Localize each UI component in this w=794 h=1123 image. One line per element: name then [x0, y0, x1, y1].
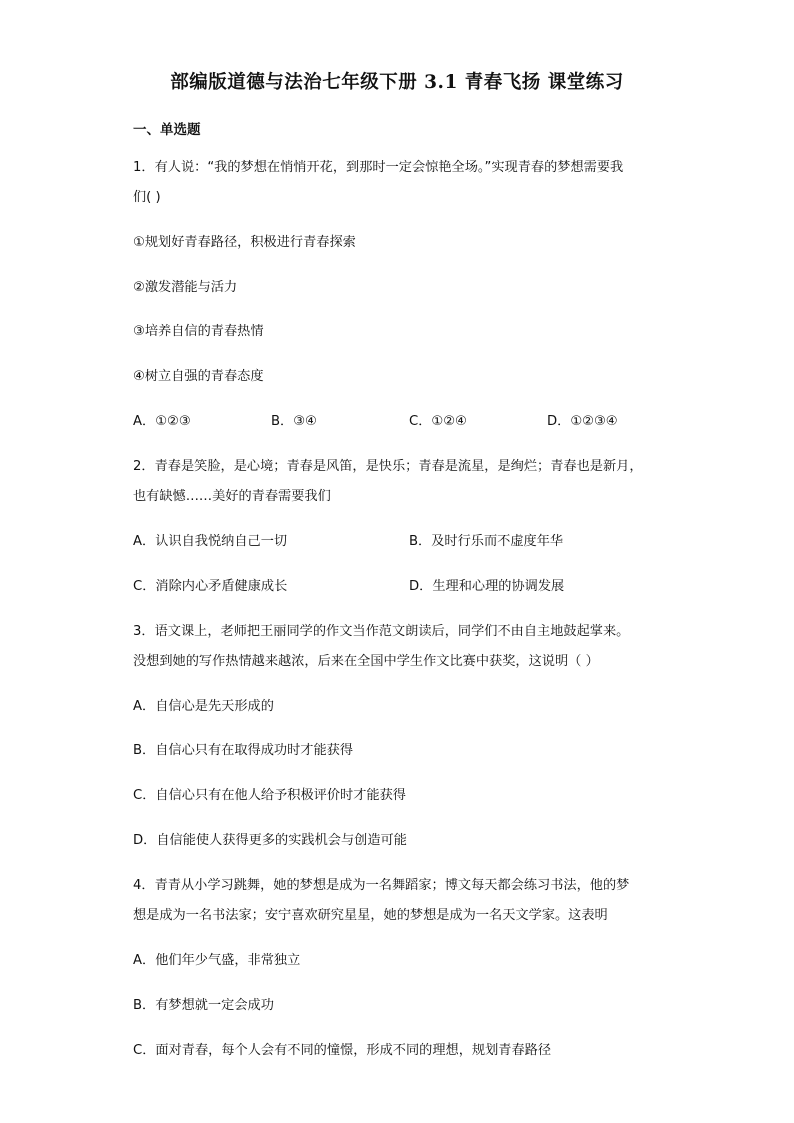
question-3-option-d: D．自信能使人获得更多的实践机会与创造可能	[133, 833, 407, 848]
question-3-option-c: C．自信心只有在他人给予积极评价时才能获得	[133, 788, 406, 803]
question-3-option-a: A．自信心是先天形成的	[133, 699, 274, 714]
question-4-stem-line-1: 4．青青从小学习跳舞，她的梦想是成为一名舞蹈家；博文每天都会练习书法，他的梦	[133, 878, 630, 893]
question-1-statement-1: ①规划好青春路径，积极进行青春探索	[133, 235, 356, 250]
document-title: 部编版道德与法治七年级下册 3.1 青春飞扬 课堂练习	[170, 72, 624, 93]
question-2-option-a: A．认识自我悦纳自己一切	[133, 534, 288, 549]
question-1-statement-2: ②激发潜能与活力	[133, 280, 238, 295]
question-1-stem-line-2: 们( )	[133, 190, 161, 205]
question-2-option-d: D．生理和心理的协调发展	[409, 579, 565, 594]
question-4-stem-line-2: 想是成为一名书法家；安宁喜欢研究星星，她的梦想是成为一名天文学家。这表明	[133, 908, 608, 923]
question-3-stem-line-1: 3．语文课上，老师把王丽同学的作文当作范文朗读后，同学们不由自主地鼓起掌来。	[133, 624, 630, 639]
question-2-stem-line-1: 2．青春是笑脸，是心境；青春是风笛，是快乐；青春是流星，是绚烂；青春也是新月，	[133, 459, 643, 474]
question-2-option-c: C．消除内心矛盾健康成长	[133, 579, 288, 594]
section-heading: 一、单选题	[133, 122, 201, 138]
question-1-option-c: C．①②④	[409, 414, 467, 429]
question-1-statement-3: ③培养自信的青春热情	[133, 324, 264, 339]
question-1-option-a: A．①②③	[133, 414, 191, 429]
question-3-option-b: B．自信心只有在取得成功时才能获得	[133, 743, 354, 758]
question-3-stem-line-2: 没想到她的写作热情越来越浓，后来在全国中学生作文比赛中获奖，这说明（ ）	[133, 654, 599, 669]
question-1-option-b: B．③④	[271, 414, 317, 429]
question-4-option-b: B．有梦想就一定会成功	[133, 998, 274, 1013]
question-1-stem-line-1: 1．有人说：“我的梦想在悄悄开花，到那时一定会惊艳全场。”实现青春的梦想需要我	[133, 160, 624, 175]
question-2-stem-line-2: 也有缺憾……美好的青春需要我们	[133, 489, 331, 504]
question-2-option-b: B．及时行乐而不虚度年华	[409, 534, 564, 549]
question-4-option-c: C．面对青春，每个人会有不同的憧憬，形成不同的理想，规划青春路径	[133, 1043, 552, 1058]
question-1-option-d: D．①②③④	[547, 414, 618, 429]
question-4-option-a: A．他们年少气盛，非常独立	[133, 953, 301, 968]
question-1-statement-4: ④树立自强的青春态度	[133, 369, 264, 384]
